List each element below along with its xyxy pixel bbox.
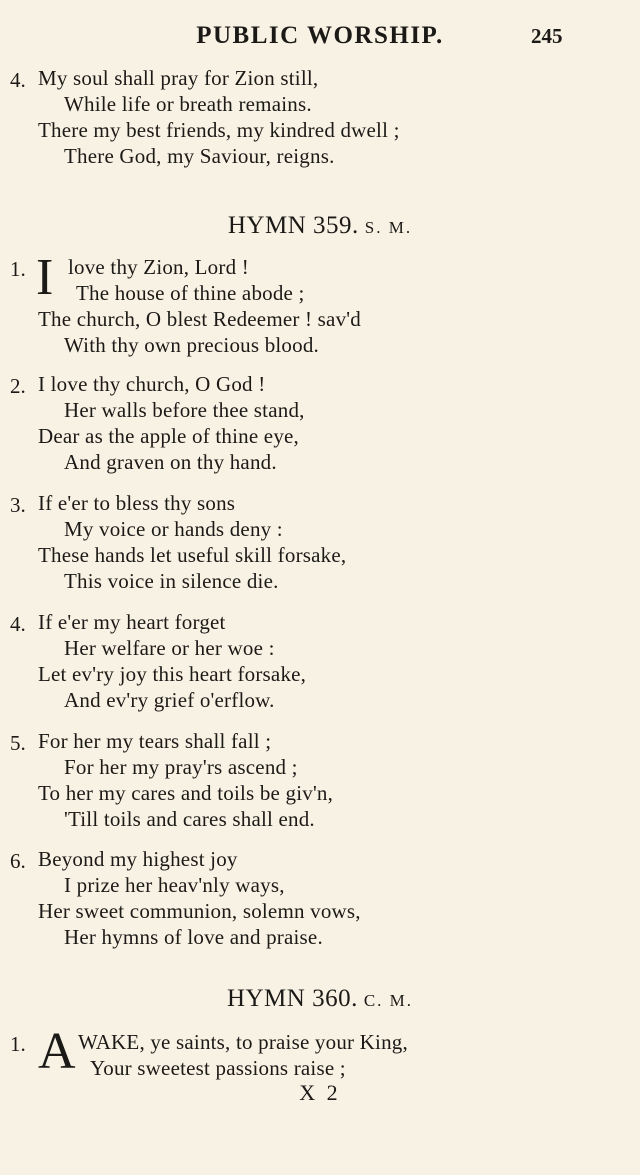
verse-line: WAKE, ye saints, to praise your King,: [78, 1030, 408, 1054]
verse-line: Her welfare or her woe :: [64, 636, 275, 660]
verse-line: To her my cares and toils be giv'n,: [38, 781, 334, 805]
verse-number: 1.: [10, 1032, 26, 1056]
verse-number: 5.: [10, 731, 26, 755]
verse-line: My voice or hands deny :: [64, 517, 283, 541]
hymn-title-text: HYMN 359.: [227, 212, 359, 239]
verse-line: For her my pray'rs ascend ;: [64, 755, 298, 779]
hymn-360-title: [0, 985, 640, 1013]
verse-line: If e'er to bless thy sons: [38, 491, 236, 515]
verse-line: There God, my Saviour, reigns.: [64, 144, 335, 168]
verse-line: And graven on thy hand.: [64, 450, 277, 474]
verse-line: My soul shall pray for Zion still,: [38, 66, 319, 90]
verse-number: 3.: [10, 493, 26, 517]
hymn-meter: S. M.: [364, 218, 413, 237]
signature-mark: X 2: [299, 1080, 341, 1105]
verse-line: Beyond my highest joy: [38, 847, 238, 871]
verse-line: Her hymns of love and praise.: [64, 925, 323, 949]
verse-line: There my best friends, my kindred dwell ;: [38, 118, 400, 142]
verse-line: The house of thine abode ;: [76, 281, 305, 305]
verse-line: I love thy church, O God !: [38, 372, 266, 396]
drop-cap: I: [36, 249, 54, 306]
verse-number: 6.: [10, 849, 26, 873]
verse-line: 'Till toils and cares shall end.: [64, 807, 315, 831]
verse-line: Let ev'ry joy this heart forsake,: [38, 662, 307, 686]
verse-line: For her my tears shall fall ;: [38, 729, 272, 753]
verse-line: Her walls before thee stand,: [64, 398, 305, 422]
verse-line: Your sweetest passions raise ;: [90, 1056, 346, 1080]
hymn-meter: C. M.: [363, 991, 414, 1010]
verse-number: 2.: [10, 374, 26, 398]
running-header: PUBLIC WORSHIP.: [196, 22, 444, 49]
hymn-359-title: [0, 212, 640, 240]
verse-number: 4.: [10, 68, 26, 92]
verse-line: Her sweet communion, solemn vows,: [38, 899, 361, 923]
hymn-title-text: HYMN 360.: [226, 985, 358, 1012]
page-number: 245: [531, 24, 563, 48]
verse-line: With thy own precious blood.: [64, 333, 319, 357]
verse-number: 1.: [10, 257, 26, 281]
verse-line: love thy Zion, Lord !: [68, 255, 249, 279]
verse-line: While life or breath remains.: [64, 92, 312, 116]
verse-line: I prize her heav'nly ways,: [64, 873, 285, 897]
verse-line: And ev'ry grief o'erflow.: [64, 688, 275, 712]
verse-line: These hands let useful skill forsake,: [38, 543, 347, 567]
verse-line: This voice in silence die.: [64, 569, 279, 593]
verse-line: The church, O blest Redeemer ! sav'd: [38, 307, 361, 331]
verse-line: Dear as the apple of thine eye,: [38, 424, 299, 448]
verse-line: If e'er my heart forget: [38, 610, 226, 634]
drop-cap: A: [38, 1023, 76, 1080]
verse-number: 4.: [10, 612, 26, 636]
